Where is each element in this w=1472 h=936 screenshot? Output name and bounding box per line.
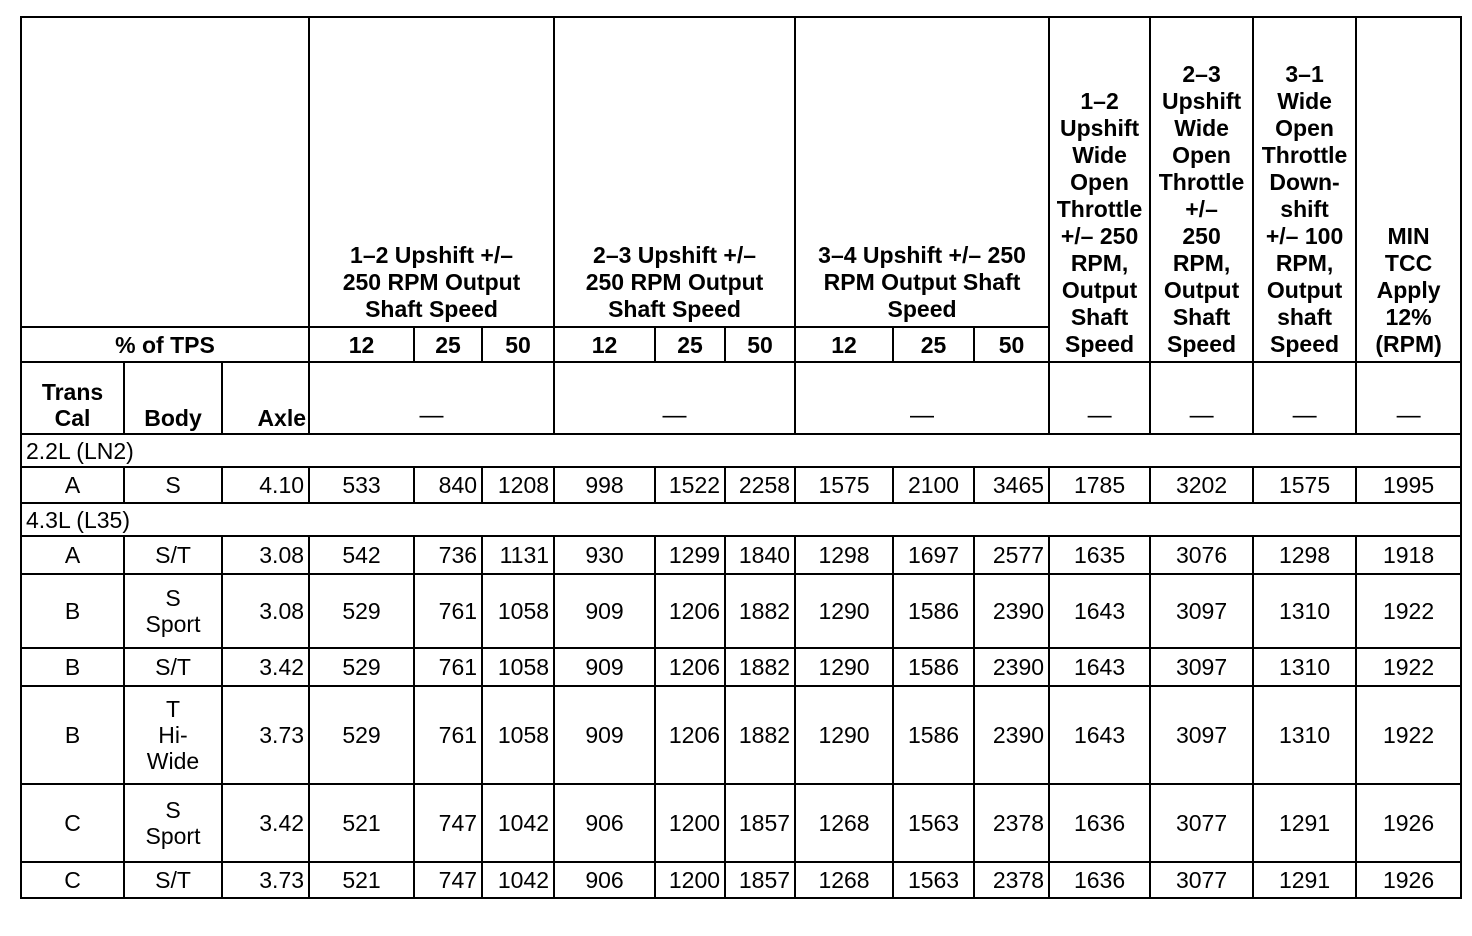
upshift-3-4-tps50-cell: 2390	[974, 648, 1049, 686]
upshift-1-2-tps12-cell: 529	[309, 574, 414, 648]
dash-cell: —	[795, 362, 1049, 434]
upshift-2-3-tps25-cell: 1206	[655, 574, 725, 648]
tps-label: % of TPS	[21, 327, 309, 362]
wot-upshift-1-2-cell: 1635	[1049, 536, 1150, 574]
upshift-1-2-tps50-cell: 1042	[482, 784, 554, 862]
wot-downshift-3-1-cell: 1575	[1253, 467, 1356, 503]
upshift-2-3-tps12-cell: 909	[554, 686, 655, 784]
table-row	[21, 467, 1461, 503]
body-cell: T Hi- Wide	[124, 686, 222, 784]
upshift-1-2-tps50-cell: 1058	[482, 648, 554, 686]
upshift-1-2-tps12-cell: 521	[309, 862, 414, 898]
min-tcc-apply-cell: 1926	[1356, 862, 1461, 898]
body-cell: S/T	[124, 536, 222, 574]
upshift-3-4-tps25-cell: 1586	[893, 648, 974, 686]
wot-upshift-2-3-cell: 3097	[1150, 686, 1253, 784]
upshift-1-2-tps25-cell: 761	[414, 686, 482, 784]
dash-cell: —	[1253, 362, 1356, 434]
upshift-1-2-tps50-cell: 1058	[482, 574, 554, 648]
header-wot-upshift-1-2: 1–2 Upshift Wide Open Throttle +/– 250 RPM, Output Shaft Speed	[1049, 17, 1150, 362]
header-row	[21, 17, 1461, 327]
trans-cal-cell: B	[21, 686, 124, 784]
wot-downshift-3-1-cell: 1310	[1253, 574, 1356, 648]
upshift-3-4-tps50-cell: 2577	[974, 536, 1049, 574]
body-cell: S Sport	[124, 574, 222, 648]
upshift-1-2-tps25-cell: 761	[414, 648, 482, 686]
upshift-2-3-tps50-cell: 1882	[725, 574, 795, 648]
dash-cell: —	[1049, 362, 1150, 434]
upshift-1-2-tps50-cell: 1208	[482, 467, 554, 503]
upshift-1-2-tps50-cell: 1042	[482, 862, 554, 898]
upshift-3-4-tps12-cell: 1290	[795, 574, 893, 648]
upshift-2-3-tps25-cell: 1206	[655, 686, 725, 784]
tps-value: 25	[655, 327, 725, 362]
table-row	[21, 686, 1461, 784]
min-tcc-apply-cell: 1922	[1356, 686, 1461, 784]
tps-value: 12	[554, 327, 655, 362]
body-label: Body	[124, 362, 222, 434]
axle-cell: 4.10	[222, 467, 309, 503]
upshift-2-3-tps25-cell: 1200	[655, 862, 725, 898]
trans-cal-cell: B	[21, 648, 124, 686]
shift-speed-table	[20, 16, 1462, 899]
trans-cal-cell: A	[21, 536, 124, 574]
upshift-1-2-tps12-cell: 529	[309, 648, 414, 686]
wot-downshift-3-1-cell: 1291	[1253, 862, 1356, 898]
upshift-2-3-tps12-cell: 909	[554, 648, 655, 686]
upshift-1-2-tps25-cell: 840	[414, 467, 482, 503]
axle-cell: 3.73	[222, 862, 309, 898]
tps-value: 50	[974, 327, 1049, 362]
axle-label: Axle	[222, 362, 309, 434]
tps-value: 50	[482, 327, 554, 362]
dash-cell: —	[309, 362, 554, 434]
wot-upshift-2-3-cell: 3077	[1150, 784, 1253, 862]
blank-header-cell	[21, 17, 309, 327]
upshift-3-4-tps12-cell: 1290	[795, 648, 893, 686]
upshift-2-3-tps12-cell: 906	[554, 784, 655, 862]
upshift-3-4-tps50-cell: 2390	[974, 686, 1049, 784]
min-tcc-apply-cell: 1995	[1356, 467, 1461, 503]
body-cell: S/T	[124, 648, 222, 686]
upshift-2-3-tps50-cell: 1857	[725, 784, 795, 862]
upshift-2-3-tps25-cell: 1299	[655, 536, 725, 574]
column-label-row	[21, 362, 1461, 434]
upshift-1-2-tps12-cell: 529	[309, 686, 414, 784]
wot-downshift-3-1-cell: 1298	[1253, 536, 1356, 574]
tps-value: 12	[309, 327, 414, 362]
wot-upshift-1-2-cell: 1643	[1049, 686, 1150, 784]
body-cell: S/T	[124, 862, 222, 898]
upshift-2-3-tps25-cell: 1206	[655, 648, 725, 686]
min-tcc-apply-cell: 1918	[1356, 536, 1461, 574]
trans-cal-cell: B	[21, 574, 124, 648]
upshift-1-2-tps12-cell: 542	[309, 536, 414, 574]
upshift-3-4-tps12-cell: 1268	[795, 862, 893, 898]
upshift-3-4-tps50-cell: 3465	[974, 467, 1049, 503]
upshift-1-2-tps25-cell: 747	[414, 784, 482, 862]
min-tcc-apply-cell: 1922	[1356, 574, 1461, 648]
upshift-2-3-tps25-cell: 1200	[655, 784, 725, 862]
tps-value: 25	[414, 327, 482, 362]
wot-upshift-2-3-cell: 3097	[1150, 648, 1253, 686]
tps-value: 12	[795, 327, 893, 362]
upshift-3-4-tps50-cell: 2378	[974, 784, 1049, 862]
wot-upshift-1-2-cell: 1636	[1049, 784, 1150, 862]
axle-cell: 3.42	[222, 648, 309, 686]
wot-upshift-2-3-cell: 3202	[1150, 467, 1253, 503]
upshift-2-3-tps12-cell: 909	[554, 574, 655, 648]
dash-cell: —	[554, 362, 795, 434]
upshift-3-4-tps50-cell: 2378	[974, 862, 1049, 898]
upshift-3-4-tps25-cell: 1586	[893, 574, 974, 648]
upshift-2-3-tps25-cell: 1522	[655, 467, 725, 503]
wot-upshift-1-2-cell: 1636	[1049, 862, 1150, 898]
upshift-2-3-tps12-cell: 906	[554, 862, 655, 898]
upshift-1-2-tps25-cell: 761	[414, 574, 482, 648]
axle-cell: 3.08	[222, 574, 309, 648]
upshift-2-3-tps12-cell: 998	[554, 467, 655, 503]
upshift-2-3-tps50-cell: 1840	[725, 536, 795, 574]
upshift-2-3-tps50-cell: 1882	[725, 686, 795, 784]
upshift-1-2-tps25-cell: 747	[414, 862, 482, 898]
upshift-1-2-tps25-cell: 736	[414, 536, 482, 574]
section-row	[21, 434, 1461, 467]
trans-cal-cell: C	[21, 862, 124, 898]
trans-cal-cell: C	[21, 784, 124, 862]
upshift-1-2-tps50-cell: 1058	[482, 686, 554, 784]
wot-upshift-2-3-cell: 3076	[1150, 536, 1253, 574]
upshift-3-4-tps50-cell: 2390	[974, 574, 1049, 648]
section-title: 2.2L (LN2)	[21, 434, 1461, 467]
upshift-2-3-tps50-cell: 1882	[725, 648, 795, 686]
wot-downshift-3-1-cell: 1310	[1253, 648, 1356, 686]
header-upshift-2-3: 2–3 Upshift +/– 250 RPM Output Shaft Speed	[554, 17, 795, 327]
upshift-1-2-tps12-cell: 521	[309, 784, 414, 862]
wot-upshift-1-2-cell: 1785	[1049, 467, 1150, 503]
upshift-3-4-tps12-cell: 1575	[795, 467, 893, 503]
header-min-tcc-apply: MIN TCC Apply 12% (RPM)	[1356, 17, 1461, 362]
body-cell: S	[124, 467, 222, 503]
wot-upshift-1-2-cell: 1643	[1049, 574, 1150, 648]
axle-cell: 3.42	[222, 784, 309, 862]
upshift-3-4-tps25-cell: 1563	[893, 862, 974, 898]
table-body	[21, 17, 1461, 898]
header-upshift-1-2: 1–2 Upshift +/– 250 RPM Output Shaft Speed	[309, 17, 554, 327]
upshift-1-2-tps50-cell: 1131	[482, 536, 554, 574]
table-row	[21, 536, 1461, 574]
tps-value: 50	[725, 327, 795, 362]
upshift-1-2-tps12-cell: 533	[309, 467, 414, 503]
upshift-3-4-tps12-cell: 1268	[795, 784, 893, 862]
header-upshift-3-4: 3–4 Upshift +/– 250 RPM Output Shaft Speed	[795, 17, 1049, 327]
dash-cell: —	[1150, 362, 1253, 434]
upshift-3-4-tps12-cell: 1290	[795, 686, 893, 784]
axle-cell: 3.73	[222, 686, 309, 784]
upshift-3-4-tps25-cell: 1697	[893, 536, 974, 574]
tps-value: 25	[893, 327, 974, 362]
header-wot-downshift-3-1: 3–1 Wide Open Throttle Down- shift +/– 100 RPM, Output shaft Speed	[1253, 17, 1356, 362]
body-cell: S Sport	[124, 784, 222, 862]
upshift-2-3-tps50-cell: 1857	[725, 862, 795, 898]
table-row	[21, 574, 1461, 648]
upshift-2-3-tps12-cell: 930	[554, 536, 655, 574]
trans-cal-label: Trans Cal	[21, 362, 124, 434]
table-row	[21, 862, 1461, 898]
table-row	[21, 648, 1461, 686]
upshift-3-4-tps25-cell: 2100	[893, 467, 974, 503]
wot-upshift-2-3-cell: 3097	[1150, 574, 1253, 648]
wot-downshift-3-1-cell: 1291	[1253, 784, 1356, 862]
section-row	[21, 503, 1461, 536]
wot-upshift-1-2-cell: 1643	[1049, 648, 1150, 686]
wot-upshift-2-3-cell: 3077	[1150, 862, 1253, 898]
upshift-3-4-tps25-cell: 1586	[893, 686, 974, 784]
min-tcc-apply-cell: 1922	[1356, 648, 1461, 686]
upshift-2-3-tps50-cell: 2258	[725, 467, 795, 503]
wot-downshift-3-1-cell: 1310	[1253, 686, 1356, 784]
header-wot-upshift-2-3: 2–3 Upshift Wide Open Throttle +/– 250 RPM, Output Shaft Speed	[1150, 17, 1253, 362]
dash-cell: —	[1356, 362, 1461, 434]
upshift-3-4-tps25-cell: 1563	[893, 784, 974, 862]
upshift-3-4-tps12-cell: 1298	[795, 536, 893, 574]
trans-cal-cell: A	[21, 467, 124, 503]
axle-cell: 3.08	[222, 536, 309, 574]
table-row	[21, 784, 1461, 862]
section-title: 4.3L (L35)	[21, 503, 1461, 536]
min-tcc-apply-cell: 1926	[1356, 784, 1461, 862]
